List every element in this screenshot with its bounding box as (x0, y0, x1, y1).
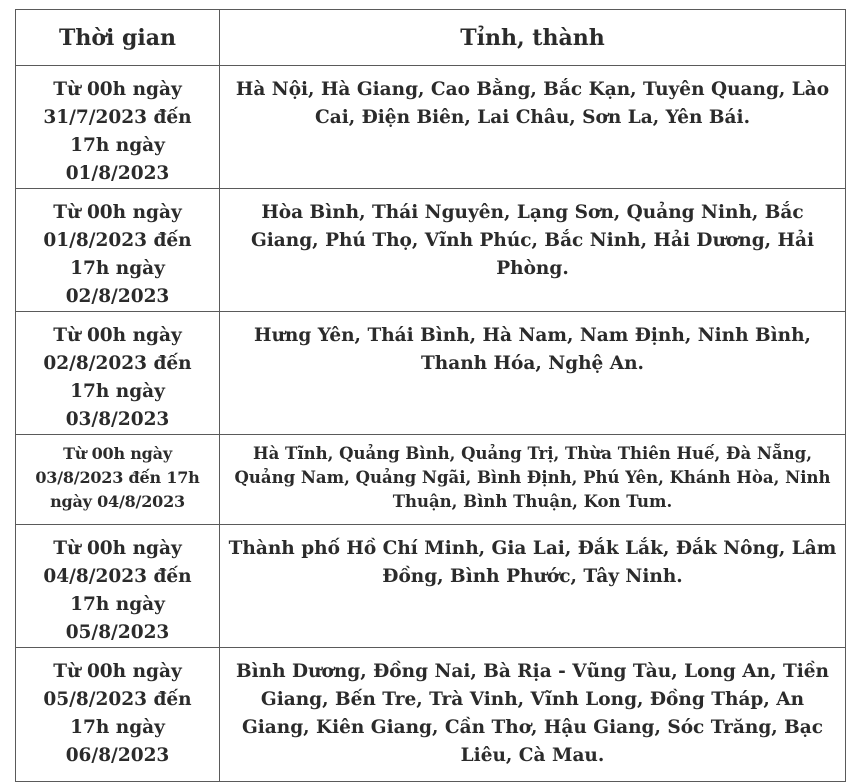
time-cell: Từ 00h ngày 31/7/2023 đến 17h ngày 01/8/2023 (16, 66, 220, 189)
table-row (16, 189, 846, 312)
provinces-cell: Thành phố Hồ Chí Minh, Gia Lai, Đắk Lắk, Đắk Nông, Lâm Đồng, Bình Phước, Tây Ninh. (220, 525, 846, 648)
time-cell: Từ 00h ngày 03/8/2023 đến 17h ngày 04/8/2023 (16, 435, 220, 525)
table-row (16, 66, 846, 189)
header-row (16, 10, 846, 66)
header-provinces: Tỉnh, thành (220, 10, 846, 66)
table-row (16, 525, 846, 648)
time-cell: Từ 00h ngày 01/8/2023 đến 17h ngày 02/8/2023 (16, 189, 220, 312)
provinces-cell: Hà Nội, Hà Giang, Cao Bằng, Bắc Kạn, Tuyên Quang, Lào Cai, Điện Biên, Lai Châu, Sơn La, Yên Bái. (220, 66, 846, 189)
table-row (16, 312, 846, 435)
time-cell: Từ 00h ngày 04/8/2023 đến 17h ngày 05/8/2023 (16, 525, 220, 648)
time-cell: Từ 00h ngày 02/8/2023 đến 17h ngày 03/8/2023 (16, 312, 220, 435)
provinces-cell: Bình Dương, Đồng Nai, Bà Rịa - Vũng Tàu, Long An, Tiền Giang, Bến Tre, Trà Vinh, Vĩnh Long, Đồng Tháp, An Giang, Kiên Giang, Cần Thơ, Hậu Giang, Sóc Trăng, Bạc Liêu, Cà Mau. (220, 648, 846, 782)
table-row (16, 435, 846, 525)
time-cell: Từ 00h ngày 05/8/2023 đến 17h ngày 06/8/2023 (16, 648, 220, 782)
header-time: Thời gian (16, 10, 220, 66)
provinces-cell: Hưng Yên, Thái Bình, Hà Nam, Nam Định, Ninh Bình, Thanh Hóa, Nghệ An. (220, 312, 846, 435)
provinces-cell: Hà Tĩnh, Quảng Bình, Quảng Trị, Thừa Thiên Huế, Đà Nẵng, Quảng Nam, Quảng Ngãi, Bình Định, Phú Yên, Khánh Hòa, Ninh Thuận, Bình Thuận, Kon Tum. (220, 435, 846, 525)
provinces-cell: Hòa Bình, Thái Nguyên, Lạng Sơn, Quảng Ninh, Bắc Giang, Phú Thọ, Vĩnh Phúc, Bắc Ninh, Hải Dương, Hải Phòng. (220, 189, 846, 312)
table-row (16, 648, 846, 782)
schedule-table (15, 9, 846, 782)
